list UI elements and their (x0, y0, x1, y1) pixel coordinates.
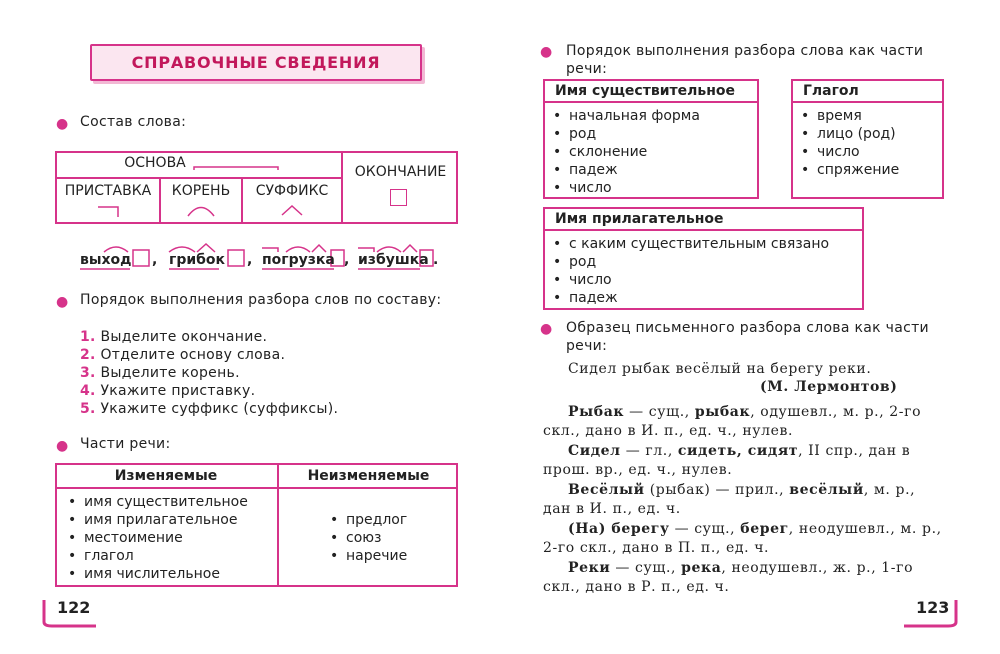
list-item: • род (545, 125, 757, 143)
example-word: выход (80, 252, 132, 268)
bullet: ● (56, 294, 69, 310)
adjective-list (545, 235, 862, 307)
sample-entry: (На) берегу — сущ., берег, неодушевл., м. р., 2-го скл., дано в П. п., ед. ч. (543, 521, 942, 556)
sample-entry: Сидел — гл., сидеть, сидят, II спр., дан в прош. вр., ед. ч., нулев. (543, 443, 911, 478)
list-item: • время (793, 107, 942, 125)
sample-entries (543, 403, 947, 596)
bullet: ● (540, 44, 553, 60)
adjective-title: Имя прилагательное (545, 209, 862, 231)
list-item: • род (545, 253, 862, 271)
page-number-left: 122 (57, 598, 91, 617)
steps-list: 1. Выделите окончание. 2. Отделите основу слова. 3. Выделите корень. 4. Укажите приставку. 5. Укажите суффикс (суффиксы). (80, 329, 339, 417)
list-item: • число (793, 143, 942, 161)
quote: Сидел рыбак весёлый на берегу реки. (568, 361, 872, 377)
example-word: погрузка (262, 252, 335, 268)
list-item: • падеж (545, 289, 862, 307)
verb-box (791, 79, 944, 199)
list-item: • имя существительное (60, 493, 248, 511)
section-title: СПРАВОЧНЫЕ СВЕДЕНИЯ (131, 53, 381, 72)
example-word: избушка (358, 252, 429, 268)
sample-heading: Образец письменного разбора слова как части речи: (566, 320, 929, 354)
list-item: • предлог (322, 511, 407, 529)
quote-author: (М. Лермонтов) (760, 379, 898, 395)
adjective-box (543, 207, 864, 310)
unchangeable-list (322, 511, 407, 565)
bullet: ● (540, 321, 553, 337)
noun-box (543, 79, 759, 199)
composition-heading: Состав слова: (80, 114, 187, 130)
parse-pos-heading: Порядок выполнения разбора слова как части речи: (566, 43, 924, 77)
root-label: КОРЕНЬ (171, 183, 231, 199)
noun-title: Имя существительное (545, 81, 757, 103)
parse-heading: Порядок выполнения разбора слов по составу: (80, 292, 442, 308)
sample-entry: Весёлый (рыбак) — прил., весёлый, м. р., дан в И. п., ед. ч. (543, 482, 916, 517)
prefix-label: ПРИСТАВКА (64, 183, 152, 199)
bullet: ● (56, 438, 69, 454)
ending-mark-icon (390, 189, 407, 206)
verb-list (793, 107, 942, 179)
changeable-list (60, 493, 248, 583)
list-item: • имя числительное (60, 565, 248, 583)
list-item: • глагол (60, 547, 248, 565)
list-item: • имя прилагательное (60, 511, 248, 529)
section-title-banner (90, 44, 422, 81)
list-item: • число (545, 179, 757, 197)
verb-title: Глагол (793, 81, 942, 103)
unchangeable-header: Неизменяемые (307, 468, 430, 484)
suffix-mark-icon (280, 203, 304, 217)
stem-label: ОСНОВА (124, 155, 186, 171)
stem-mark-icon (192, 160, 282, 172)
list-item: • начальная форма (545, 107, 757, 125)
changeable-header: Изменяемые (114, 468, 218, 484)
page-number-right: 123 (916, 598, 950, 617)
list-item: • наречие (322, 547, 407, 565)
list-item: • союз (322, 529, 407, 547)
pos-heading: Части речи: (80, 436, 171, 452)
list-item: • лицо (род) (793, 125, 942, 143)
bullet: ● (56, 116, 69, 132)
suffix-label: СУФФИКС (255, 183, 329, 199)
sample-entry: Реки — сущ., река, неодушевл., ж. р., 1-го скл., дано в Р. п., ед. ч. (543, 560, 914, 595)
list-item: • с каким существительным связано (545, 235, 862, 253)
prefix-mark-icon (96, 204, 122, 218)
noun-list (545, 107, 757, 197)
root-mark-icon (186, 203, 216, 217)
list-item: • спряжение (793, 161, 942, 179)
ending-label: ОКОНЧАНИЕ (354, 164, 447, 180)
sample-entry: Рыбак — сущ., рыбак, одушевл., м. р., 2-го скл., дано в И. п., ед. ч., нулев. (543, 404, 922, 439)
list-item: • число (545, 271, 862, 289)
list-item: • склонение (545, 143, 757, 161)
list-item: • падеж (545, 161, 757, 179)
example-word: грибок (169, 252, 226, 268)
list-item: • местоимение (60, 529, 248, 547)
